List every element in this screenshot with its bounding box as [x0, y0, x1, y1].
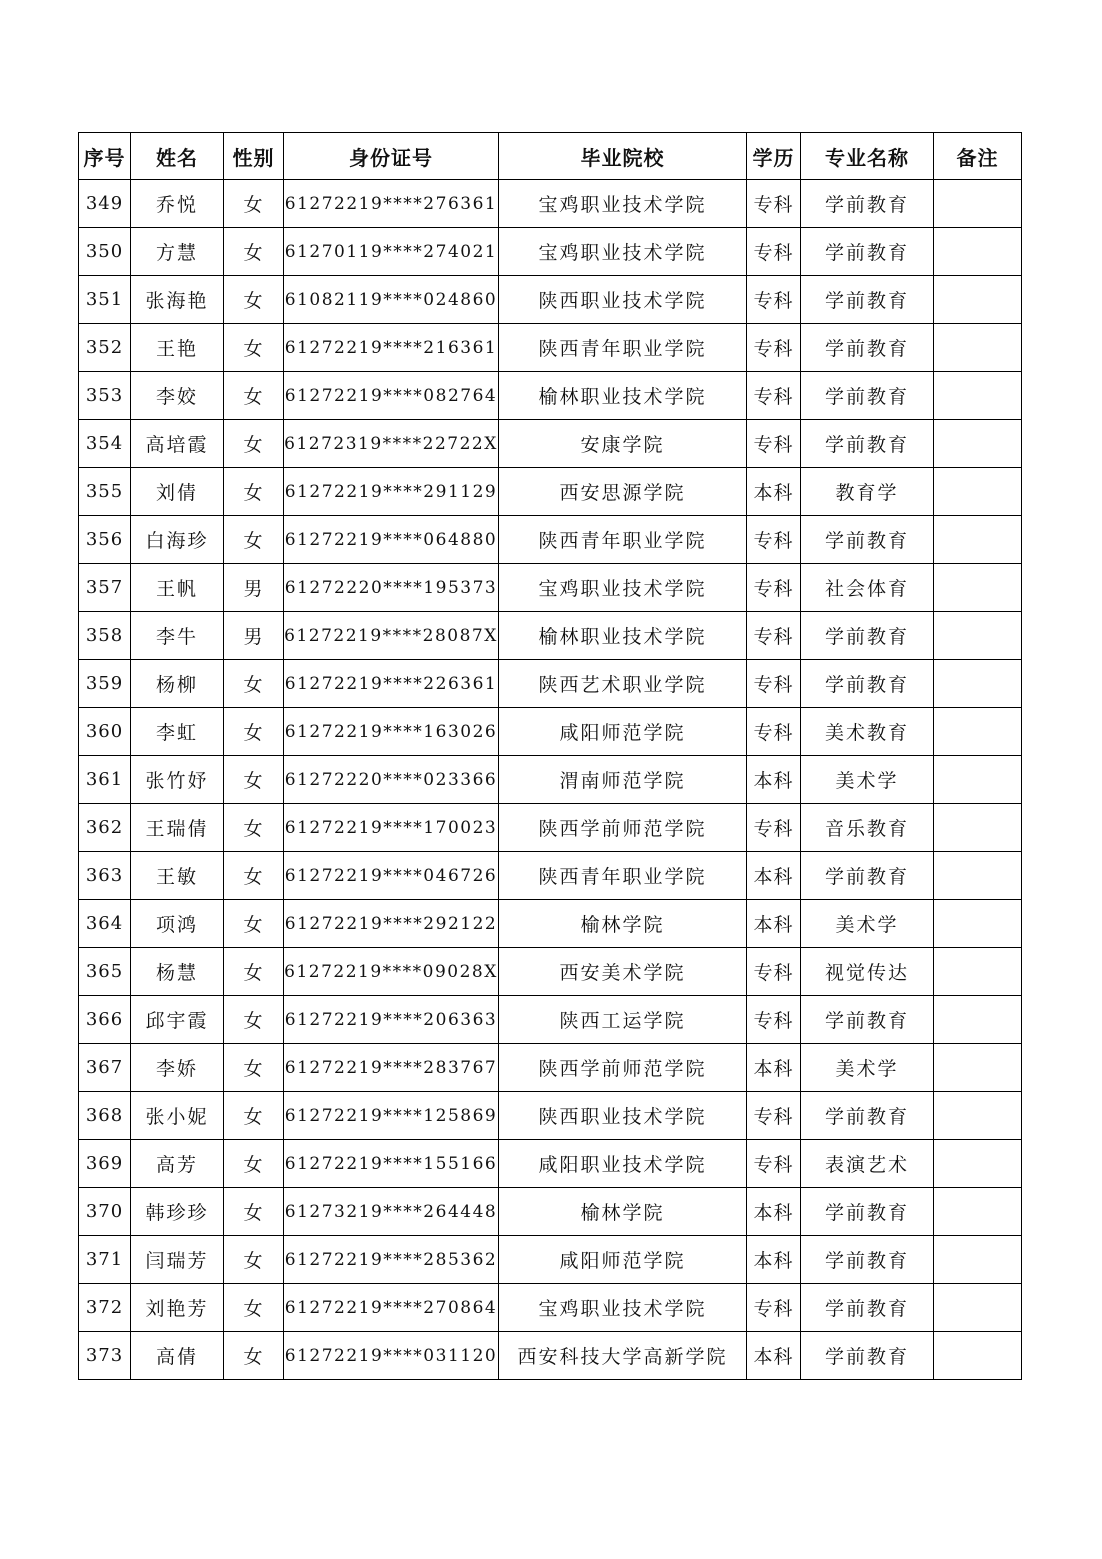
cell-id-number: 61273219****264448	[284, 1188, 499, 1236]
table-row	[79, 516, 1022, 564]
cell-degree: 专科	[747, 1284, 801, 1332]
cell-no: 350	[79, 228, 131, 276]
cell-gender: 女	[224, 324, 284, 372]
cell-id-number: 61272219****064880	[284, 516, 499, 564]
cell-school: 榆林学院	[499, 900, 747, 948]
cell-school: 宝鸡职业技术学院	[499, 1284, 747, 1332]
cell-degree: 专科	[747, 324, 801, 372]
cell-id-number: 61082119****024860	[284, 276, 499, 324]
cell-name: 白海珍	[131, 516, 224, 564]
cell-id-number: 61272219****125869	[284, 1092, 499, 1140]
table-row	[79, 228, 1022, 276]
header-major: 专业名称	[801, 133, 934, 180]
cell-gender: 女	[224, 1092, 284, 1140]
cell-id-number: 61270119****274021	[284, 228, 499, 276]
cell-remark	[934, 660, 1022, 708]
table-row	[79, 1092, 1022, 1140]
cell-id-number: 61272219****276361	[284, 180, 499, 228]
cell-major: 教育学	[801, 468, 934, 516]
cell-name: 方慧	[131, 228, 224, 276]
cell-gender: 女	[224, 804, 284, 852]
table-row	[79, 708, 1022, 756]
cell-major: 学前教育	[801, 516, 934, 564]
cell-remark	[934, 708, 1022, 756]
cell-degree: 专科	[747, 804, 801, 852]
cell-major: 学前教育	[801, 180, 934, 228]
cell-remark	[934, 564, 1022, 612]
cell-gender: 女	[224, 1236, 284, 1284]
cell-remark	[934, 612, 1022, 660]
cell-major: 社会体育	[801, 564, 934, 612]
cell-gender: 女	[224, 1044, 284, 1092]
cell-major: 表演艺术	[801, 1140, 934, 1188]
table-row	[79, 180, 1022, 228]
cell-id-number: 61272219****206363	[284, 996, 499, 1044]
cell-name: 刘艳芳	[131, 1284, 224, 1332]
cell-id-number: 61272219****09028X	[284, 948, 499, 996]
cell-degree: 专科	[747, 948, 801, 996]
cell-major: 学前教育	[801, 1236, 934, 1284]
cell-name: 乔悦	[131, 180, 224, 228]
cell-no: 353	[79, 372, 131, 420]
cell-gender: 女	[224, 756, 284, 804]
cell-school: 西安思源学院	[499, 468, 747, 516]
cell-major: 学前教育	[801, 660, 934, 708]
cell-degree: 本科	[747, 900, 801, 948]
cell-name: 韩珍珍	[131, 1188, 224, 1236]
cell-no: 365	[79, 948, 131, 996]
cell-no: 351	[79, 276, 131, 324]
cell-school: 陕西职业技术学院	[499, 1092, 747, 1140]
cell-degree: 专科	[747, 180, 801, 228]
cell-school: 榆林学院	[499, 1188, 747, 1236]
cell-name: 张竹妤	[131, 756, 224, 804]
cell-id-number: 61272220****023366	[284, 756, 499, 804]
cell-school: 陕西学前师范学院	[499, 1044, 747, 1092]
cell-name: 王瑞倩	[131, 804, 224, 852]
cell-remark	[934, 468, 1022, 516]
cell-remark	[934, 1188, 1022, 1236]
header-degree: 学历	[747, 133, 801, 180]
cell-major: 美术学	[801, 900, 934, 948]
cell-degree: 专科	[747, 564, 801, 612]
cell-gender: 女	[224, 1188, 284, 1236]
cell-gender: 女	[224, 948, 284, 996]
cell-no: 369	[79, 1140, 131, 1188]
cell-gender: 女	[224, 180, 284, 228]
cell-name: 杨柳	[131, 660, 224, 708]
cell-id-number: 61272219****292122	[284, 900, 499, 948]
cell-no: 359	[79, 660, 131, 708]
cell-gender: 女	[224, 228, 284, 276]
cell-id-number: 61272219****163026	[284, 708, 499, 756]
cell-school: 榆林职业技术学院	[499, 612, 747, 660]
cell-name: 张小妮	[131, 1092, 224, 1140]
cell-degree: 本科	[747, 1236, 801, 1284]
cell-remark	[934, 420, 1022, 468]
cell-remark	[934, 948, 1022, 996]
cell-id-number: 61272219****270864	[284, 1284, 499, 1332]
cell-degree: 本科	[747, 1332, 801, 1380]
cell-school: 宝鸡职业技术学院	[499, 564, 747, 612]
cell-name: 王艳	[131, 324, 224, 372]
cell-name: 张海艳	[131, 276, 224, 324]
cell-id-number: 61272219****155166	[284, 1140, 499, 1188]
cell-name: 高培霞	[131, 420, 224, 468]
table-body	[79, 180, 1022, 1380]
table-row	[79, 612, 1022, 660]
table-row	[79, 564, 1022, 612]
cell-degree: 专科	[747, 228, 801, 276]
table-row	[79, 756, 1022, 804]
cell-name: 李牛	[131, 612, 224, 660]
cell-gender: 女	[224, 660, 284, 708]
cell-major: 学前教育	[801, 852, 934, 900]
cell-major: 学前教育	[801, 612, 934, 660]
cell-degree: 本科	[747, 1188, 801, 1236]
cell-degree: 专科	[747, 276, 801, 324]
table-row	[79, 996, 1022, 1044]
cell-no: 368	[79, 1092, 131, 1140]
table-row	[79, 324, 1022, 372]
cell-gender: 男	[224, 612, 284, 660]
cell-school: 安康学院	[499, 420, 747, 468]
header-name: 姓名	[131, 133, 224, 180]
table-row	[79, 900, 1022, 948]
cell-name: 王敏	[131, 852, 224, 900]
cell-name: 高倩	[131, 1332, 224, 1380]
cell-no: 373	[79, 1332, 131, 1380]
cell-remark	[934, 228, 1022, 276]
cell-no: 361	[79, 756, 131, 804]
cell-gender: 女	[224, 1332, 284, 1380]
cell-major: 学前教育	[801, 1284, 934, 1332]
cell-degree: 本科	[747, 756, 801, 804]
cell-no: 363	[79, 852, 131, 900]
cell-gender: 女	[224, 900, 284, 948]
cell-school: 西安科技大学高新学院	[499, 1332, 747, 1380]
cell-gender: 女	[224, 852, 284, 900]
cell-no: 356	[79, 516, 131, 564]
cell-school: 陕西青年职业学院	[499, 852, 747, 900]
cell-gender: 女	[224, 420, 284, 468]
cell-remark	[934, 996, 1022, 1044]
cell-school: 陕西青年职业学院	[499, 516, 747, 564]
table-row	[79, 660, 1022, 708]
cell-school: 渭南师范学院	[499, 756, 747, 804]
cell-name: 邱宇霞	[131, 996, 224, 1044]
cell-id-number: 61272219****216361	[284, 324, 499, 372]
cell-name: 刘倩	[131, 468, 224, 516]
cell-degree: 本科	[747, 1044, 801, 1092]
table-row	[79, 1140, 1022, 1188]
header-remark: 备注	[934, 133, 1022, 180]
cell-name: 王帆	[131, 564, 224, 612]
cell-name: 项鸿	[131, 900, 224, 948]
table-row	[79, 372, 1022, 420]
cell-school: 榆林职业技术学院	[499, 372, 747, 420]
cell-remark	[934, 852, 1022, 900]
cell-major: 学前教育	[801, 1188, 934, 1236]
table-row	[79, 804, 1022, 852]
cell-degree: 专科	[747, 372, 801, 420]
table-header	[79, 133, 1022, 180]
cell-no: 362	[79, 804, 131, 852]
cell-major: 音乐教育	[801, 804, 934, 852]
table-row	[79, 1044, 1022, 1092]
cell-school: 宝鸡职业技术学院	[499, 228, 747, 276]
cell-gender: 女	[224, 996, 284, 1044]
cell-id-number: 61272219****170023	[284, 804, 499, 852]
cell-degree: 专科	[747, 996, 801, 1044]
cell-no: 367	[79, 1044, 131, 1092]
header-row	[79, 133, 1022, 180]
cell-id-number: 61272219****046726	[284, 852, 499, 900]
cell-name: 李姣	[131, 372, 224, 420]
cell-degree: 专科	[747, 516, 801, 564]
cell-id-number: 61272219****031120	[284, 1332, 499, 1380]
cell-id-number: 61272319****22722X	[284, 420, 499, 468]
cell-no: 352	[79, 324, 131, 372]
cell-school: 咸阳职业技术学院	[499, 1140, 747, 1188]
roster-table	[78, 132, 1022, 1380]
table-row	[79, 852, 1022, 900]
header-no: 序号	[79, 133, 131, 180]
cell-major: 学前教育	[801, 996, 934, 1044]
cell-degree: 本科	[747, 852, 801, 900]
cell-gender: 女	[224, 1140, 284, 1188]
cell-gender: 女	[224, 708, 284, 756]
cell-remark	[934, 1236, 1022, 1284]
cell-id-number: 61272219****291129	[284, 468, 499, 516]
cell-id-number: 61272219****283767	[284, 1044, 499, 1092]
cell-school: 西安美术学院	[499, 948, 747, 996]
cell-school: 咸阳师范学院	[499, 1236, 747, 1284]
cell-remark	[934, 756, 1022, 804]
cell-id-number: 61272219****226361	[284, 660, 499, 708]
cell-school: 咸阳师范学院	[499, 708, 747, 756]
table-row	[79, 1332, 1022, 1380]
cell-major: 美术教育	[801, 708, 934, 756]
cell-gender: 男	[224, 564, 284, 612]
cell-name: 高芳	[131, 1140, 224, 1188]
cell-name: 李虹	[131, 708, 224, 756]
cell-degree: 专科	[747, 612, 801, 660]
cell-remark	[934, 1092, 1022, 1140]
cell-remark	[934, 1332, 1022, 1380]
cell-school: 陕西艺术职业学院	[499, 660, 747, 708]
cell-major: 美术学	[801, 1044, 934, 1092]
cell-no: 355	[79, 468, 131, 516]
cell-major: 学前教育	[801, 324, 934, 372]
table-row	[79, 1284, 1022, 1332]
cell-school: 陕西学前师范学院	[499, 804, 747, 852]
cell-remark	[934, 276, 1022, 324]
cell-degree: 专科	[747, 420, 801, 468]
cell-no: 366	[79, 996, 131, 1044]
cell-major: 学前教育	[801, 1092, 934, 1140]
cell-degree: 本科	[747, 468, 801, 516]
cell-school: 陕西工运学院	[499, 996, 747, 1044]
cell-gender: 女	[224, 516, 284, 564]
cell-gender: 女	[224, 468, 284, 516]
cell-major: 美术学	[801, 756, 934, 804]
cell-remark	[934, 180, 1022, 228]
cell-no: 357	[79, 564, 131, 612]
cell-degree: 专科	[747, 1092, 801, 1140]
cell-remark	[934, 372, 1022, 420]
table-row	[79, 420, 1022, 468]
cell-remark	[934, 900, 1022, 948]
cell-major: 学前教育	[801, 1332, 934, 1380]
cell-gender: 女	[224, 372, 284, 420]
cell-no: 354	[79, 420, 131, 468]
cell-degree: 专科	[747, 1140, 801, 1188]
header-gender: 性别	[224, 133, 284, 180]
cell-name: 李娇	[131, 1044, 224, 1092]
cell-remark	[934, 516, 1022, 564]
table-row	[79, 1236, 1022, 1284]
cell-remark	[934, 1284, 1022, 1332]
header-id: 身份证号	[284, 133, 499, 180]
cell-school: 宝鸡职业技术学院	[499, 180, 747, 228]
cell-id-number: 61272219****285362	[284, 1236, 499, 1284]
cell-no: 360	[79, 708, 131, 756]
cell-remark	[934, 324, 1022, 372]
table-row	[79, 1188, 1022, 1236]
cell-no: 371	[79, 1236, 131, 1284]
cell-name: 杨慧	[131, 948, 224, 996]
cell-id-number: 61272219****28087X	[284, 612, 499, 660]
table-row	[79, 468, 1022, 516]
cell-degree: 专科	[747, 660, 801, 708]
cell-gender: 女	[224, 276, 284, 324]
cell-school: 陕西青年职业学院	[499, 324, 747, 372]
cell-degree: 专科	[747, 708, 801, 756]
cell-no: 370	[79, 1188, 131, 1236]
cell-remark	[934, 1140, 1022, 1188]
cell-major: 学前教育	[801, 228, 934, 276]
cell-name: 闫瑞芳	[131, 1236, 224, 1284]
table-row	[79, 276, 1022, 324]
header-school: 毕业院校	[499, 133, 747, 180]
cell-no: 364	[79, 900, 131, 948]
cell-major: 学前教育	[801, 276, 934, 324]
cell-remark	[934, 1044, 1022, 1092]
cell-remark	[934, 804, 1022, 852]
cell-no: 358	[79, 612, 131, 660]
cell-major: 学前教育	[801, 372, 934, 420]
cell-major: 学前教育	[801, 420, 934, 468]
cell-no: 372	[79, 1284, 131, 1332]
cell-id-number: 61272220****195373	[284, 564, 499, 612]
cell-gender: 女	[224, 1284, 284, 1332]
cell-school: 陕西职业技术学院	[499, 276, 747, 324]
cell-id-number: 61272219****082764	[284, 372, 499, 420]
cell-major: 视觉传达	[801, 948, 934, 996]
cell-no: 349	[79, 180, 131, 228]
table-row	[79, 948, 1022, 996]
